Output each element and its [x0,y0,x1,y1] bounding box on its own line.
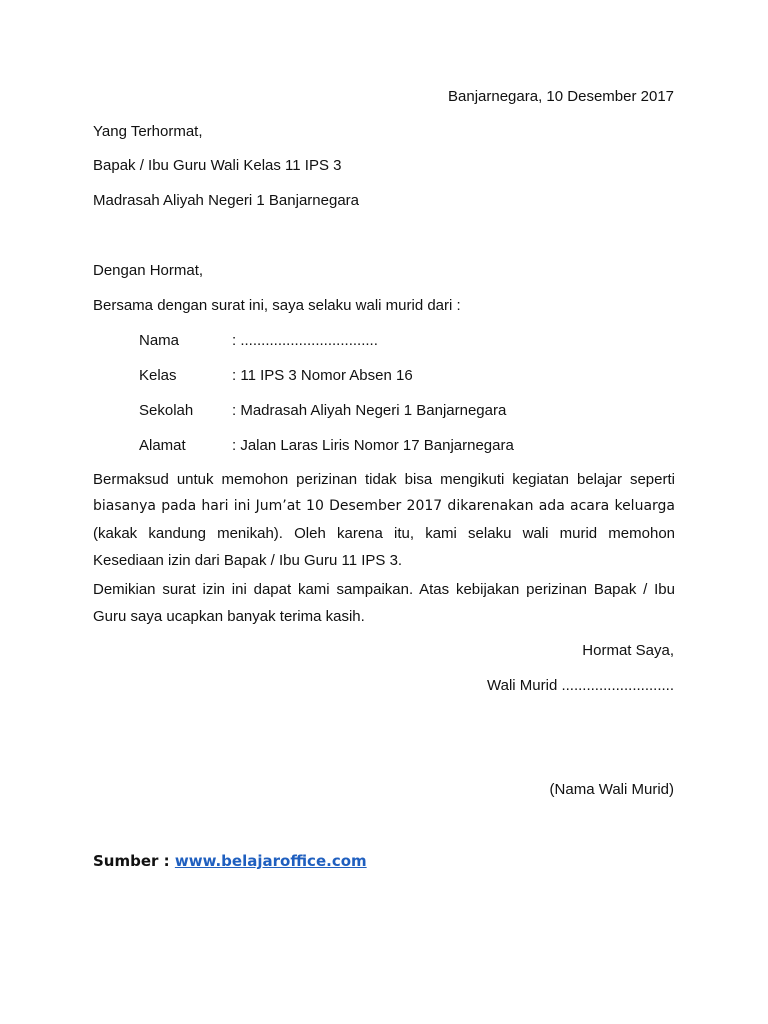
source-label: Sumber : [93,852,170,870]
closing-line: Guru saya ucapkan banyak terima kasih. [93,608,365,625]
body-line: Bermaksud untuk memohon perizinan tidak bisa mengikuti kegiatan belajar seperti [93,471,675,488]
greeting: Dengan Hormat, [93,262,204,279]
signer-name: (Nama Wali Murid) [549,781,674,798]
intro-text: Bersama dengan surat ini, saya selaku wali murid dari : [93,297,461,314]
source-link[interactable]: www.belajaroffice.com [174,852,367,870]
closing-paragraph [93,576,675,630]
field-value: : Jalan Laras Liris Nomor 17 Banjarnegara [232,437,514,454]
field-value: : Madrasah Aliyah Negeri 1 Banjarnegara [232,402,507,419]
field-label: Sekolah [139,402,194,419]
salutation-to: Yang Terhormat, [93,123,203,140]
school-name: Madrasah Aliyah Negeri 1 Banjarnegara [93,192,359,209]
field-value: : ................................. [232,332,378,349]
place-date: Banjarnegara, 10 Desember 2017 [448,88,674,105]
field-label: Kelas [139,367,177,384]
source-credit [93,852,367,870]
body-line: biasanya pada hari ini Jum’at 10 Desember 2017 dikarenakan ada acara keluarga [93,498,675,514]
closing-line: Demikian surat izin ini dapat kami sampaikan. Atas kebijakan perizinan Bapak / Ibu [93,581,675,598]
body-line: (kakak kandung menikah). Oleh karena itu, kami selaku wali murid memohon [93,525,675,542]
regards: Hormat Saya, [582,642,674,659]
recipient: Bapak / Ibu Guru Wali Kelas 11 IPS 3 [93,157,342,174]
field-label: Nama [139,332,180,349]
field-value: : 11 IPS 3 Nomor Absen 16 [232,367,413,384]
body-paragraph [93,466,675,574]
body-line: Kesediaan izin dari Bapak / Ibu Guru 11 IPS 3. [93,552,403,569]
signer-label: Wali Murid ........................... [487,677,674,694]
field-label: Alamat [139,437,186,454]
